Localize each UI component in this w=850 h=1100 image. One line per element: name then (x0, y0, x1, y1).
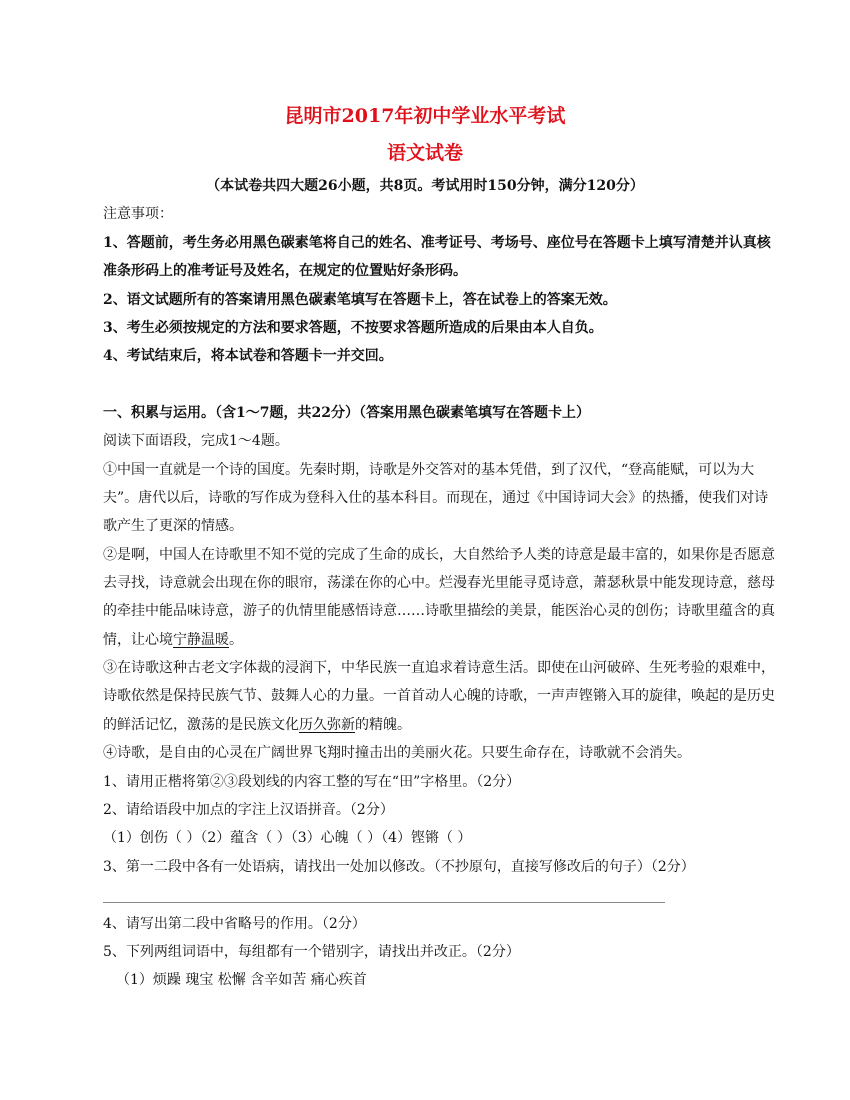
answer-line (103, 902, 665, 903)
exam-info: （本试卷共四大题26小题，共8页。考试用时150分钟，满分120分） (206, 178, 644, 194)
underlined-phrase: 宁静温暖 (173, 632, 229, 648)
question-5: 5、下列两组词语中，每组都有一个错别字，请找出并改正。（2分） (103, 944, 520, 960)
question-5-option-1: （1）烦躁 瑰宝 松懈 含辛如苦 痛心疾首 (116, 972, 367, 988)
paragraph-1-line-3: 歌产生了更深的情感。 (103, 518, 243, 534)
underlined-phrase: 历久弥新 (299, 717, 355, 733)
note-2: 2、语文试题所有的答案请用黑色碳素笔填写在答题卡上，答在试卷上的答案无效。 (103, 292, 617, 308)
exam-title: 昆明市2017年初中学业水平考试 (284, 105, 566, 127)
paragraph-2-line-4 (103, 630, 783, 650)
paragraph-2-end: 。 (229, 632, 243, 648)
paragraph-2-line-1: ②是啊，中国人在诗歌里不知不觉的完成了生命的成长，大自然给予人类的诗意是最丰富的，如果你是否愿意 (103, 547, 775, 563)
paragraph-4: ④诗歌，是自由的心灵在广阔世界飞翔时撞击出的美丽火花。只要生命存在，诗歌就不会消失。 (103, 745, 691, 761)
paragraph-3-end: 的精魄。 (355, 717, 411, 733)
paragraph-2-text: 情，让心境 (103, 632, 173, 648)
paragraph-3-line-3 (103, 715, 783, 735)
question-4: 4、请写出第二段中省略号的作用。（2分） (103, 916, 366, 932)
notes-heading: 注意事项： (103, 206, 173, 222)
question-3: 3、第一二段中各有一处语病，请找出一处加以修改。（不抄原句，直接写修改后的句子）（2分） (103, 859, 695, 875)
note-4: 4、考试结束后，将本试卷和答题卡一并交回。 (103, 348, 393, 364)
note-1-line-1: 1、答题前，考生务必用黑色碳素笔将自己的姓名、准考证号、考场号、座位号在答题卡上填写清楚并认真核 (103, 235, 771, 251)
question-2-options: （1）创伤（ ）（2）蕴含（ ）（3）心魄（ ）（4）铿锵（ ） (103, 830, 472, 846)
exam-subtitle: 语文试卷 (386, 142, 463, 164)
note-3: 3、考生必须按规定的方法和要求答题，不按要求答题所造成的后果由本人自负。 (103, 320, 603, 336)
paragraph-1-line-2: 夫”。唐代以后，诗歌的写作成为登科入仕的基本科目。而现在，通过《中国诗词大会》的热播，使我们对诗 (103, 490, 769, 506)
paragraph-3-text: 的鲜活记忆，激荡的是民族文化 (103, 717, 299, 733)
paragraph-3-line-2: 诗歌依然是保持民族气节、鼓舞人心的力量。一首首动人心魄的诗歌，一声声铿锵入耳的旋律，唤起的是历史 (103, 688, 775, 704)
paragraph-1-line-1: ①中国一直就是一个诗的国度。先秦时期，诗歌是外交答对的基本凭借，到了汉代，“登高能赋，可以为大 (103, 462, 755, 478)
reading-intro: 阅读下面语段，完成1～4题。 (103, 433, 289, 449)
question-2: 2、请给语段中加点的字注上汉语拼音。（2分） (103, 802, 394, 818)
paragraph-2-line-3: 的牵挂中能品味诗意，游子的仇情里能感悟诗意……诗歌里描绘的美景，能医治心灵的创伤；诗歌里蕴含的真 (103, 603, 775, 619)
note-1-line-2: 准条形码上的准考证号及姓名，在规定的位置贴好条形码。 (103, 263, 467, 279)
paragraph-2-line-2: 去寻找，诗意就会出现在你的眼帘，荡漾在你的心中。烂漫春光里能寻觅诗意，萧瑟秋景中能发现诗意，慈母 (103, 575, 775, 591)
section-1-heading: 一、积累与运用。（含1～7题，共22分）（答案用黑色碳素笔填写在答题卡上） (103, 405, 590, 421)
paragraph-3-line-1: ③在诗歌这种古老文字体裁的浸润下，中华民族一直追求着诗意生活。即使在山河破碎、生死考验的艰难中， (103, 660, 775, 676)
question-1: 1、请用正楷将第②③段划线的内容工整的写在“田”字格里。（2分） (103, 774, 521, 790)
